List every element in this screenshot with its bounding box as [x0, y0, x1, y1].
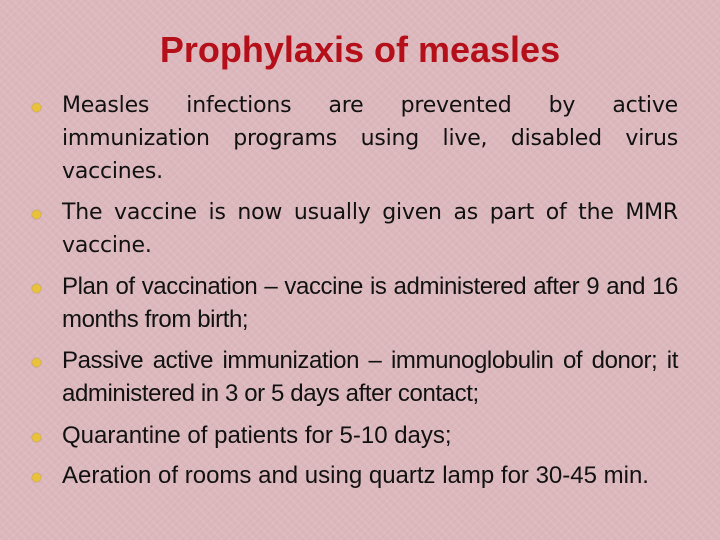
slide-title: Prophylaxis of measles	[159, 29, 561, 70]
bullet-item	[62, 344, 678, 410]
bullet-dot-icon	[32, 103, 41, 112]
bullet-dot-icon	[32, 210, 41, 219]
bullet-dot-icon	[32, 358, 41, 367]
bullet-text: Quarantine of patients for 5-10 days;	[62, 422, 452, 449]
bullet-dot-icon	[32, 433, 41, 442]
bullet-dot-icon	[32, 473, 41, 482]
bullet-text: Plan of vaccination – vaccine is administered after 9 and 16 months from birth;	[62, 273, 678, 333]
bullet-item	[62, 459, 678, 492]
bullet-dot-icon	[32, 284, 41, 293]
bullet-item	[62, 270, 678, 336]
bullet-item	[62, 196, 678, 262]
bullet-item	[62, 419, 678, 452]
bullet-text: Passive active immunization – immunoglobulin of donor; it administered in 3 or 5 days after contact;	[62, 347, 678, 407]
bullet-text: Aeration of rooms and using quartz lamp for 30-45 min.	[62, 462, 649, 489]
bullet-text: Measles infections are prevented by active immunization programs using live, disabled virus vaccines.	[62, 93, 678, 184]
bullet-item	[62, 89, 678, 188]
bullet-text: The vaccine is now usually given as part of the MMR vaccine.	[62, 200, 678, 258]
